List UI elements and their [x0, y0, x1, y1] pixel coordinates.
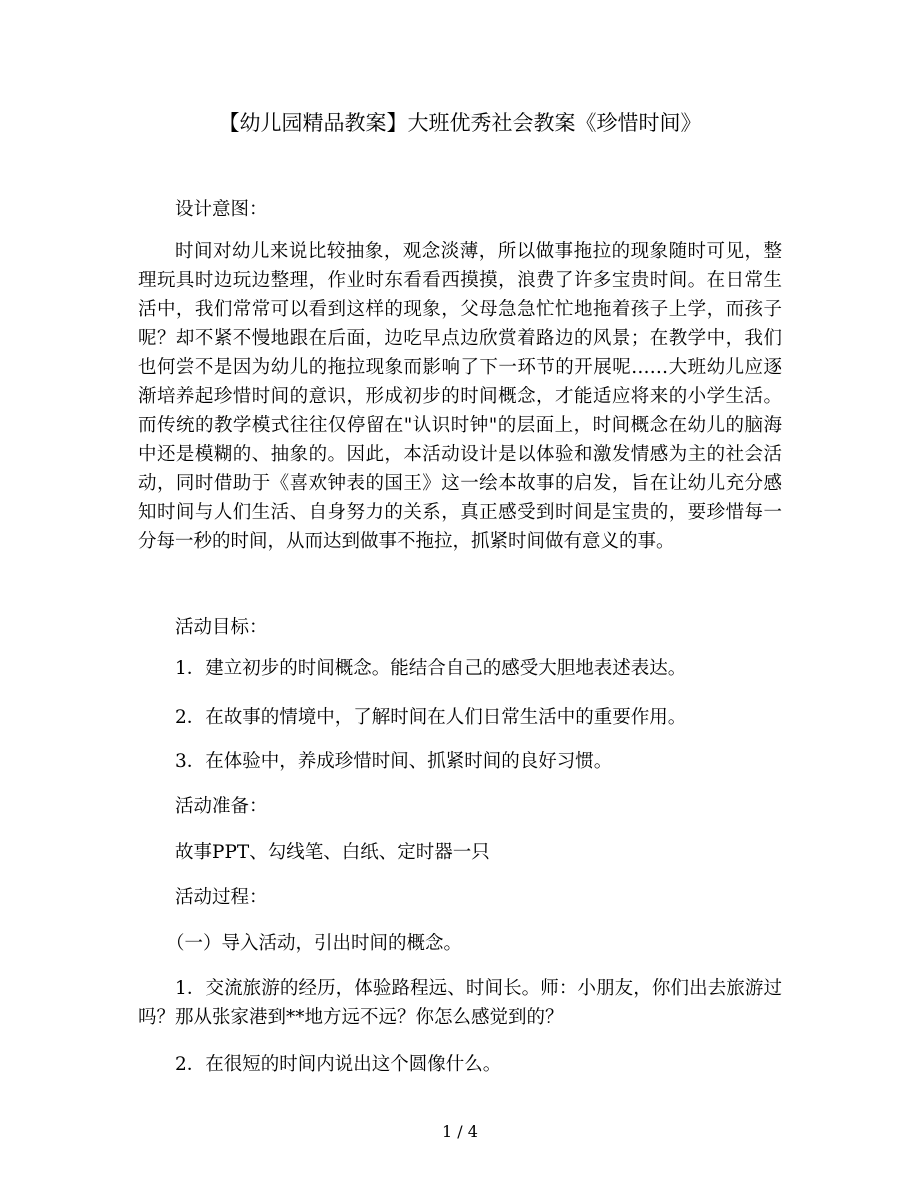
design-intent-heading: 设计意图：	[175, 199, 268, 220]
preparation-heading: 活动准备：	[175, 796, 268, 817]
goal-item-3: 3．在体验中，养成珍惜时间、抓紧时间的良好习惯。	[175, 751, 613, 772]
design-intent-paragraph: 时间对幼儿来说比较抽象，观念淡薄，所以做事拖拉的现象随时可见，整理玩具时边玩边整理，作业时东看看西摸摸，浪费了许多宝贵时间。在日常生活中，我们常常可以看到这样的现象，父母急急忙忙地拖着孩子上学，而孩子呢？却不紧不慢地跟在后面，边吃早点边欣赏着路边的风景；在教学中，我们也何尝不是因为幼儿的拖拉现象而影响了下一环节的开展呢……大班幼儿应逐渐培养起珍惜时间的意识，形成初步的时间概念，才能适应将来的小学生活。而传统的教学模式往往仅停留在"认识时钟"的层面上，时间概念在幼儿的脑海中还是模糊的、抽象的。因此，本活动设计是以体验和激发情感为主的社会活动，同时借助于《喜欢钟表的国王》这一绘本故事的启发，旨在让幼儿充分感知时间与人们生活、自身努力的关系，真正感受到时间是宝贵的，要珍惜每一分每一秒的时间，从而达到做事不拖拉，抓紧时间做有意义的事。	[138, 241, 782, 552]
process-heading: 活动过程：	[175, 887, 268, 908]
goal-item-2: 2．在故事的情境中，了解时间在人们日常生活中的重要作用。	[175, 707, 687, 728]
process-step-1-item-1: 1．交流旅游的经历，体验路程远、时间长。师：小朋友，你们出去旅游过吗？那从张家港到**地方远不远？你怎么感觉到的？	[138, 978, 782, 1028]
process-step-1: （一）导入活动，引出时间的概念。	[166, 933, 463, 954]
document-title: 【幼儿园精品教案】大班优秀社会教案《珍惜时间》	[218, 111, 702, 135]
goals-heading: 活动目标：	[175, 617, 268, 638]
page-indicator: 1 / 4	[442, 1122, 478, 1141]
goal-item-1: 1．建立初步的时间概念。能结合自己的感受大胆地表述表达。	[175, 658, 687, 679]
process-step-1-item-2: 2．在很短的时间内说出这个圆像什么。	[175, 1054, 502, 1075]
preparation-text: 故事PPT、勾线笔、白纸、定时器一只	[175, 842, 490, 863]
